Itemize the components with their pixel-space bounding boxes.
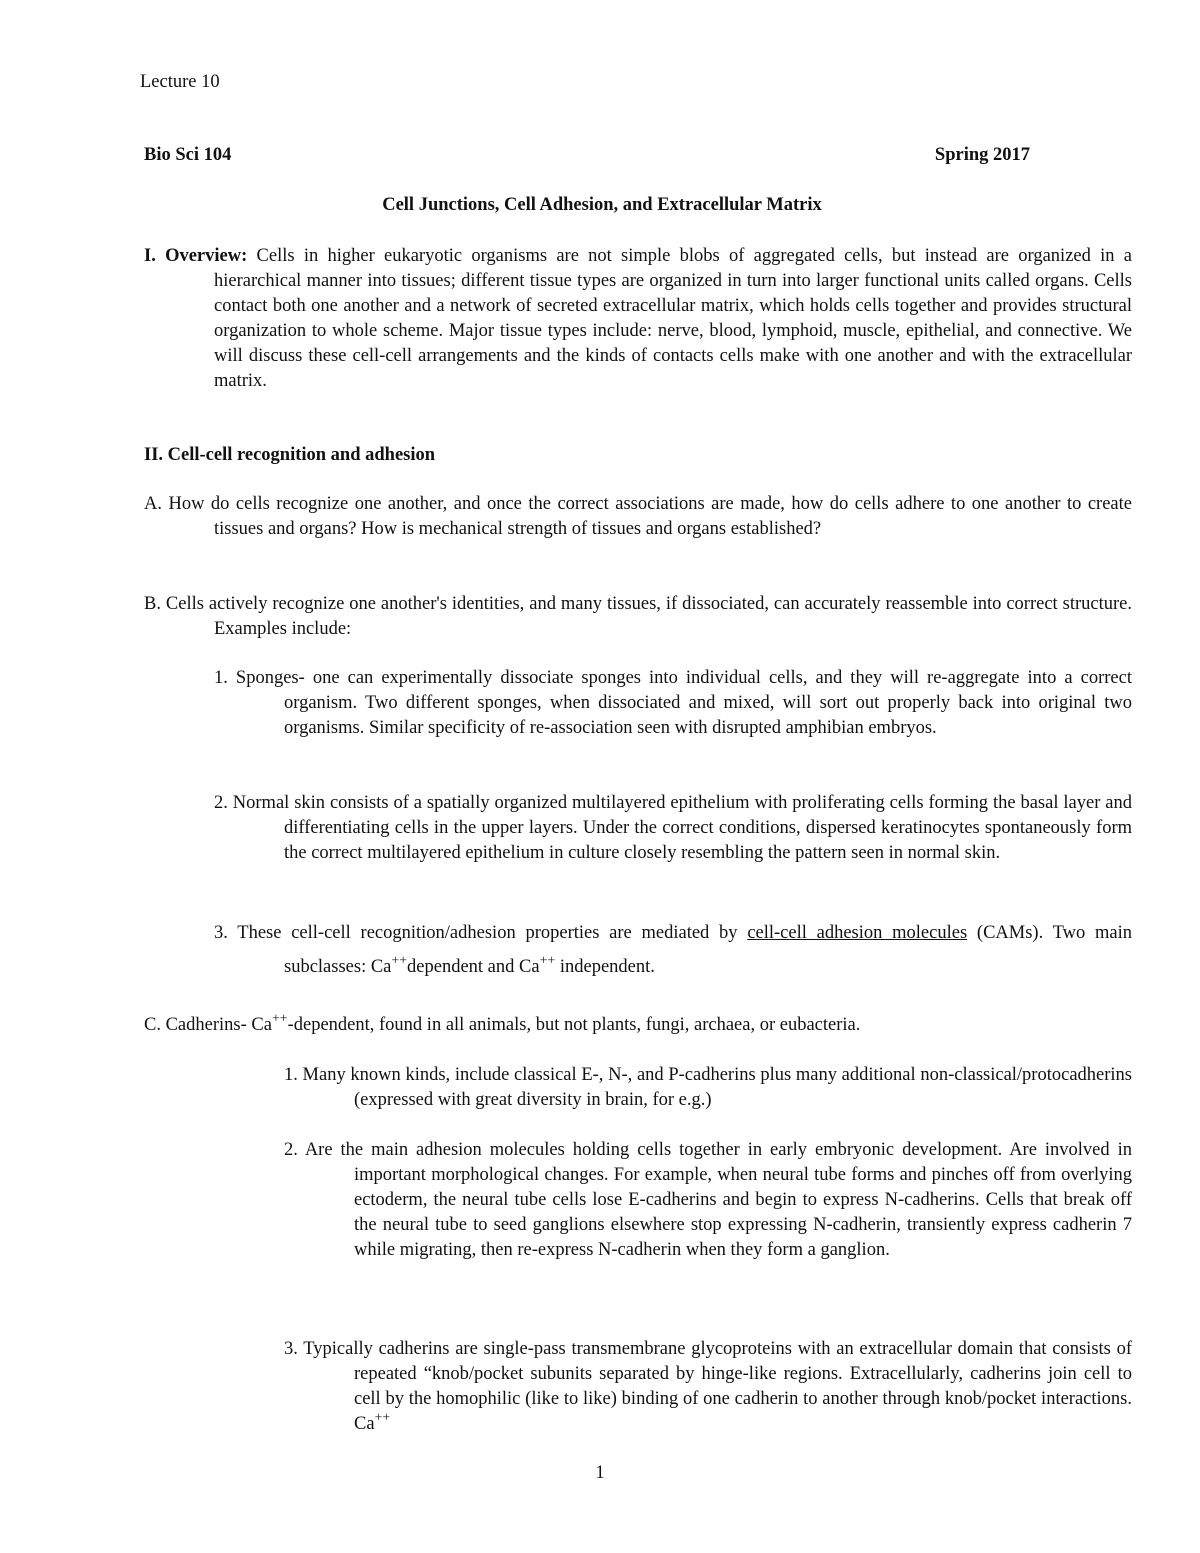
item-c1: 1. Many known kinds, include classical E-, N-, and P-cadherins plus many additional non-classical/protocadherins (expressed with great diversity in brain, for e.g.): [284, 1065, 1132, 1110]
item-c: [144, 1013, 1062, 1038]
page-number: 1: [595, 1463, 605, 1483]
superscript: ++: [391, 953, 408, 969]
item-a: A. How do cells recognize one another, and once the correct associations are made, how do cells adhere to one another to create tissues and organs? How is mechanical strength of tissues and organs established?: [144, 494, 1132, 539]
superscript: ++: [271, 1011, 288, 1027]
cam-term: cell-cell adhesion molecules: [747, 923, 968, 943]
document-title: Cell Junctions, Cell Adhesion, and Extracellular Matrix: [382, 195, 822, 215]
item-b1: 1. Sponges- one can experimentally dissociate sponges into individual cells, and they will re-aggregate into a correct organism. Two different sponges, when dissociated and mixed, will sort out properly back into original two organisms. Similar specificity of re-association seen with disrupted amphibian embryos.: [214, 668, 1132, 738]
item-b3-text-2: (CAMs). Two main subclasses: Ca: [284, 923, 1132, 977]
item-b3-text-4: independent.: [555, 957, 655, 977]
item-b3: [214, 916, 1132, 984]
item-b: B. Cells actively recognize one another's identities, and many tissues, if dissociated, can accurately reassemble into correct structure. Examples include:: [144, 594, 1132, 639]
superscript: ++: [374, 1410, 391, 1426]
section-2-heading: II. Cell-cell recognition and adhesion: [144, 445, 436, 465]
item-c-text-2: -dependent, found in all animals, but not plants, fungi, archaea, or eubacteria.: [287, 1015, 861, 1035]
item-c-text-1: C. Cadherins- Ca: [144, 1015, 272, 1035]
overview-paragraph: [144, 244, 1132, 394]
item-c3: [284, 1337, 1132, 1437]
item-b3-text-3: dependent and Ca: [407, 957, 540, 977]
lecture-label: Lecture 10: [140, 72, 220, 92]
superscript: ++: [539, 953, 556, 969]
course-term: Spring 2017: [934, 145, 1030, 165]
item-c3-text: 3. Typically cadherins are single-pass transmembrane glycoproteins with an extracellular domain that consists of repeated “knob/pocket subunits separated by hinge-like regions. Extracellularly, cadherins join cell to cell by the homophilic (like to like) binding of one cadherin to another through knob/pocket interactions. Ca: [284, 1339, 1132, 1434]
item-b2: 2. Normal skin consists of a spatially organized multilayered epithelium with proliferating cells forming the basal layer and differentiating cells in the upper layers. Under the correct conditions, dispersed keratinocytes spontaneously form the correct multilayered epithelium in culture closely resembling the pattern seen in normal skin.: [214, 793, 1132, 863]
course-name: Bio Sci 104: [144, 145, 232, 165]
overview-heading: I. Overview:: [144, 246, 248, 266]
item-b3-text-1: 3. These cell-cell recognition/adhesion properties are mediated by: [214, 923, 748, 943]
item-c2: 2. Are the main adhesion molecules holding cells together in early embryonic development. Are involved in important morphological changes. For example, when neural tube forms and pinches off from overlying ectoderm, the neural tube cells lose E-cadherins and begin to express N-cadherins. Cells that break off the neural tube to seed ganglions elsewhere stop expressing N-cadherin, transiently express cadherin 7 while migrating, then re-express N-cadherin when they form a ganglion.: [284, 1140, 1132, 1260]
overview-text: Cells in higher eukaryotic organisms are not simple blobs of aggregated cells, but instead are organized in a hierarchical manner into tissues; different tissue types are organized in turn into larger functional units called organs. Cells contact both one another and a network of secreted extracellular matrix, which holds cells together and provides structural organization to whole scheme. Major tissue types include: nerve, blood, lymphoid, muscle, epithelial, and connective. We will discuss these cell-cell arrangements and the kinds of contacts cells make with one another and with the extracellular matrix.: [214, 246, 1132, 391]
